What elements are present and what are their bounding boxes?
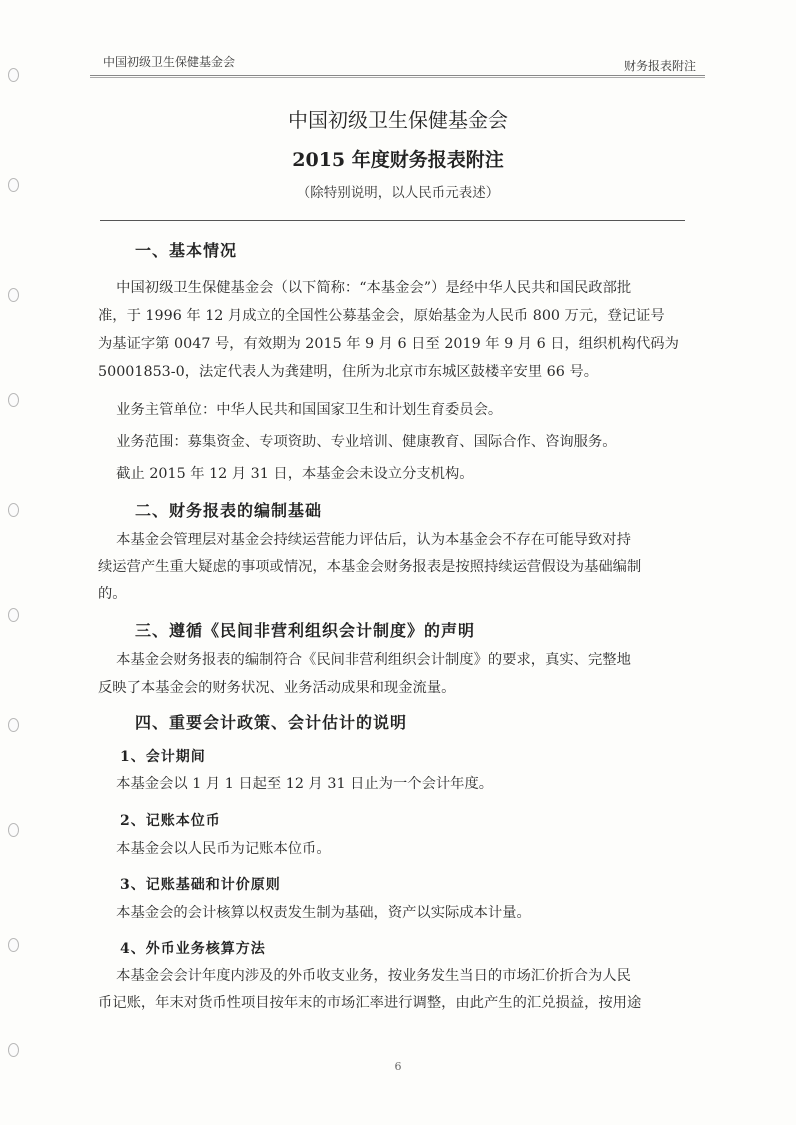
header-rule (90, 77, 705, 78)
section-heading: 一、基本情况 (135, 241, 238, 260)
paragraph-line: 本基金会的会计核算以权责发生制为基础，资产以实际成本计量。 (98, 905, 531, 921)
paragraph-line: 业务主管单位：中华人民共和国国家卫生和计划生育委员会。 (98, 402, 503, 418)
binder-hole (8, 608, 19, 622)
document-title: 中国初级卫生保健基金会 (288, 108, 508, 132)
binder-hole (8, 503, 19, 517)
paragraph-line: 本基金会财务报表的编制符合《民间非营利组织会计制度》的要求，真实、完整地 (98, 652, 631, 668)
document-subtitle: 2015 年度财务报表附注 (292, 149, 504, 171)
paragraph-line: 为基证字第 0047 号，有效期为 2015 年 9 月 6 日至 2019 年 9 月 6 日，组织机构代码为 (98, 336, 679, 352)
currency-note: （除特别说明，以人民币元表述） (296, 185, 500, 201)
binder-hole (8, 718, 19, 732)
subsection-heading: 3、记账基础和计价原则 (120, 877, 281, 893)
binder-hole (8, 393, 19, 407)
binder-hole (8, 938, 19, 952)
header-section: 财务报表附注 (623, 59, 696, 73)
paragraph-line: 本基金会以人民币为记账本位币。 (98, 841, 331, 857)
paragraph-line: 反映了本基金会的财务状况、业务活动成果和现金流量。 (98, 680, 456, 696)
paragraph-line: 截止 2015 年 12 月 31 日，本基金会未设立分支机构。 (98, 466, 474, 482)
paragraph-line: 准，于 1996 年 12 月成立的全国性公募基金会，原始基金为人民币 800 万元，登记证号 (98, 308, 665, 324)
subsection-heading: 4、外币业务核算方法 (120, 941, 266, 957)
binder-hole (8, 288, 19, 302)
section-heading: 二、财务报表的编制基础 (135, 501, 323, 520)
paragraph-line: 的。 (98, 586, 127, 602)
paragraph-line: 币记账，年末对货币性项目按年末的市场汇率进行调整，由此产生的汇兑损益，按用途 (98, 995, 642, 1011)
binder-hole (8, 1043, 19, 1057)
paragraph-line: 业务范围：募集资金、专项资助、专业培训、健康教育、国际合作、咨询服务。 (98, 434, 617, 450)
paragraph-line: 本基金会以 1 月 1 日起至 12 月 31 日止为一个会计年度。 (98, 776, 494, 792)
title-rule (100, 220, 685, 221)
header-org: 中国初级卫生保健基金会 (103, 55, 236, 69)
section-heading: 三、遵循《民间非营利组织会计制度》的声明 (135, 621, 476, 640)
subsection-heading: 2、记账本位币 (120, 813, 221, 829)
paragraph-line: 中国初级卫生保健基金会（以下简称：“本基金会”）是经中华人民共和国民政部批 (98, 280, 632, 296)
subsection-heading: 1、会计期间 (120, 749, 206, 765)
header-rule (90, 75, 705, 76)
binder-hole (8, 823, 19, 837)
paragraph-line: 本基金会会计年度内涉及的外币收支业务，按业务发生当日的市场汇价折合为人民 (98, 968, 631, 984)
page-number: 6 (394, 1060, 402, 1073)
paragraph-line: 50001853-0，法定代表人为龚建明，住所为北京市东城区鼓楼辛安里 66 号。 (98, 364, 598, 380)
paragraph-line: 续运营产生重大疑虑的事项或情况，本基金会财务报表是按照持续运营假设为基础编制 (98, 559, 642, 575)
paragraph-line: 本基金会管理层对基金会持续运营能力评估后，认为本基金会不存在可能导致对持 (98, 532, 631, 548)
section-heading: 四、重要会计政策、会计估计的说明 (135, 713, 408, 732)
binder-hole (8, 68, 19, 82)
